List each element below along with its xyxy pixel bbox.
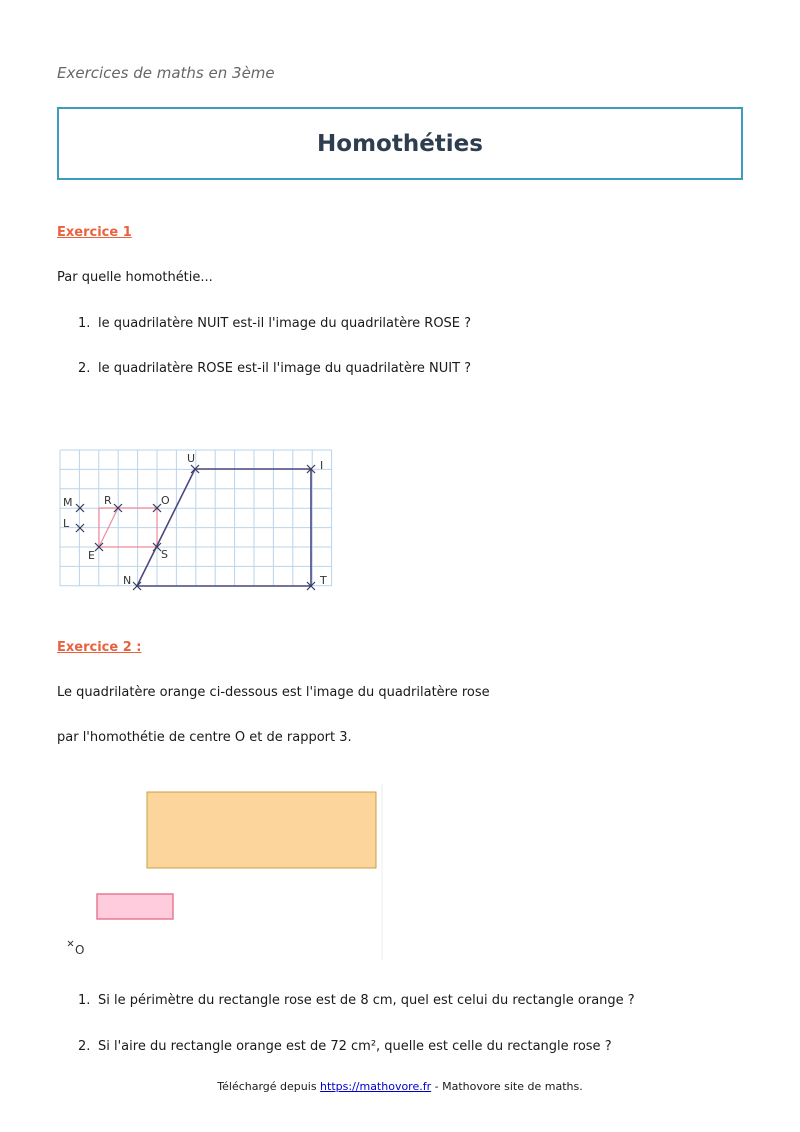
label-r: R (104, 494, 112, 507)
exercise-2-item-1-text: Si le périmètre du rectangle rose est de 8 cm, quel est celui du rectangle orange ? (98, 993, 635, 1008)
exercise-2-item-2-text: Si l'aire du rectangle orange est de 72 cm², quelle est celle du rectangle rose ? (98, 1039, 612, 1054)
page-subtitle: Exercices de maths en 3ème (57, 64, 275, 82)
exercise-2-line-2: par l'homothétie de centre O et de rapport 3. (57, 730, 352, 745)
exercise-1-item-2: 2. le quadrilatère ROSE est-il l'image du quadrilatère NUIT ? (78, 361, 472, 376)
label-o: O (161, 494, 170, 507)
exercise-1-item-1: 1. le quadrilatère NUIT est-il l'image du quadrilatère ROSE ? (78, 316, 472, 331)
exercise-1-intro: Par quelle homothétie... (57, 270, 213, 285)
label-n: N (123, 574, 132, 587)
pink-rectangle (97, 894, 173, 919)
footer-prefix: Téléchargé depuis (217, 1080, 321, 1093)
title-box (57, 107, 743, 180)
exercise-2-heading: Exercice 2 : (57, 640, 142, 655)
exercise-2-item-1: 1. Si le périmètre du rectangle rose est de 8 cm, quel est celui du rectangle orange ? (78, 993, 635, 1008)
orange-rectangle (147, 792, 376, 868)
exercise-1-item-2-text: le quadrilatère ROSE est-il l'image du quadrilatère NUIT ? (98, 361, 472, 376)
footer (0, 1080, 800, 1093)
footer-suffix: - Mathovore site de maths. (431, 1080, 583, 1093)
label-m: M (63, 496, 73, 509)
label-t: T (320, 574, 327, 587)
exercise-1-heading: Exercice 1 (57, 225, 132, 240)
center-marker (68, 941, 73, 946)
exercise-2-item-2: 2. Si l'aire du rectangle orange est de 72 cm², quelle est celle du rectangle rose ? (78, 1039, 612, 1054)
exercise-1-item-1-text: le quadrilatère NUIT est-il l'image du quadrilatère ROSE ? (98, 316, 472, 331)
exercise-1-figure (58, 446, 336, 592)
footer-link[interactable]: https://mathovore.fr (320, 1080, 432, 1093)
page-title: Homothéties (317, 130, 483, 157)
label-s: S (161, 548, 168, 561)
label-l: L (63, 517, 70, 530)
exercise-2-line-1: Le quadrilatère orange ci-dessous est l'image du quadrilatère rose (57, 685, 490, 700)
exercise-2-figure (60, 784, 386, 962)
label-u: U (187, 452, 196, 465)
label-i: I (320, 459, 324, 472)
label-e: E (88, 549, 95, 562)
center-label: O (75, 943, 85, 957)
